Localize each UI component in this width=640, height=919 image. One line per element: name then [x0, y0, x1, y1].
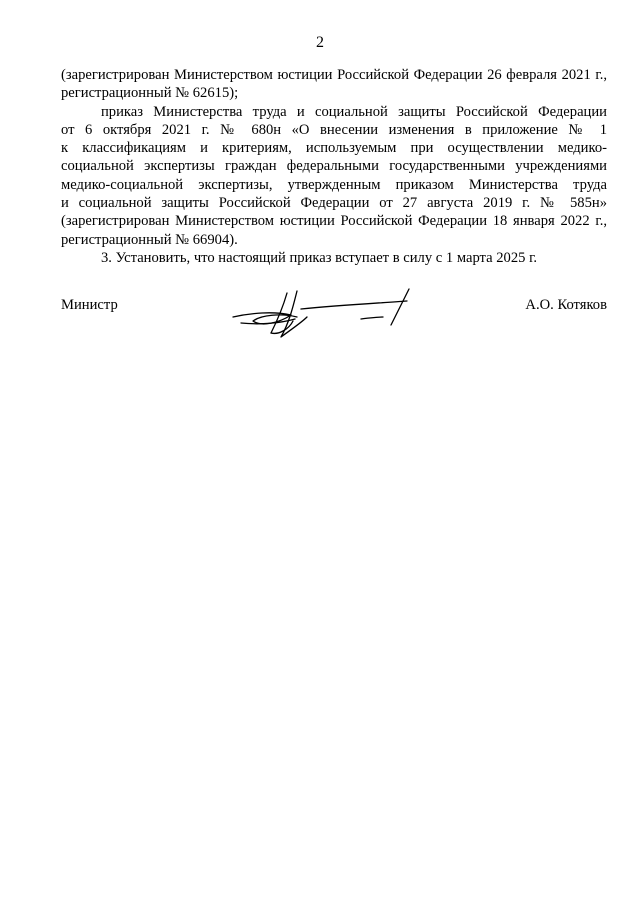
paragraph-order-680n [61, 103, 607, 249]
text-line: и социальной защиты Российской Федерации от 27 августа 2019 г. № 585н» [61, 195, 607, 212]
paragraph-registration-continued [61, 66, 607, 103]
text-line: приказ Министерства труда и социальной защиты Российской Федерации [101, 103, 607, 120]
text-line: социальной экспертизы граждан федеральными государственными учреждениями [61, 158, 607, 175]
text-line: (зарегистрирован Министерством юстиции Российской Федерации 18 января 2022 г., [61, 213, 607, 230]
paragraph-effective-date [61, 249, 607, 267]
text-line: медико-социальной экспертизы, утвержденным приказом Министерства труда [61, 176, 607, 193]
text-line: от 6 октября 2021 г. № 680н «О внесении изменения в приложение № 1 [61, 121, 607, 138]
text-line: 3. Установить, что настоящий приказ вступает в силу с 1 марта 2025 г. [101, 249, 538, 266]
text-line: (зарегистрирован Министерством юстиции Российской Федерации 26 февраля 2021 г., [61, 67, 607, 83]
signer-title: Министр [61, 297, 118, 313]
text-line: регистрационный № 66904). [61, 231, 238, 248]
signer-name: А.О. Котяков [525, 297, 607, 313]
handwritten-signature [231, 283, 421, 343]
text-line: регистрационный № 62615); [61, 85, 239, 102]
text-line: к классификациям и критериям, используемым при осуществлении медико- [61, 140, 607, 157]
signature-block [61, 283, 607, 343]
page-number: 2 [316, 34, 324, 51]
document-body [61, 66, 607, 267]
